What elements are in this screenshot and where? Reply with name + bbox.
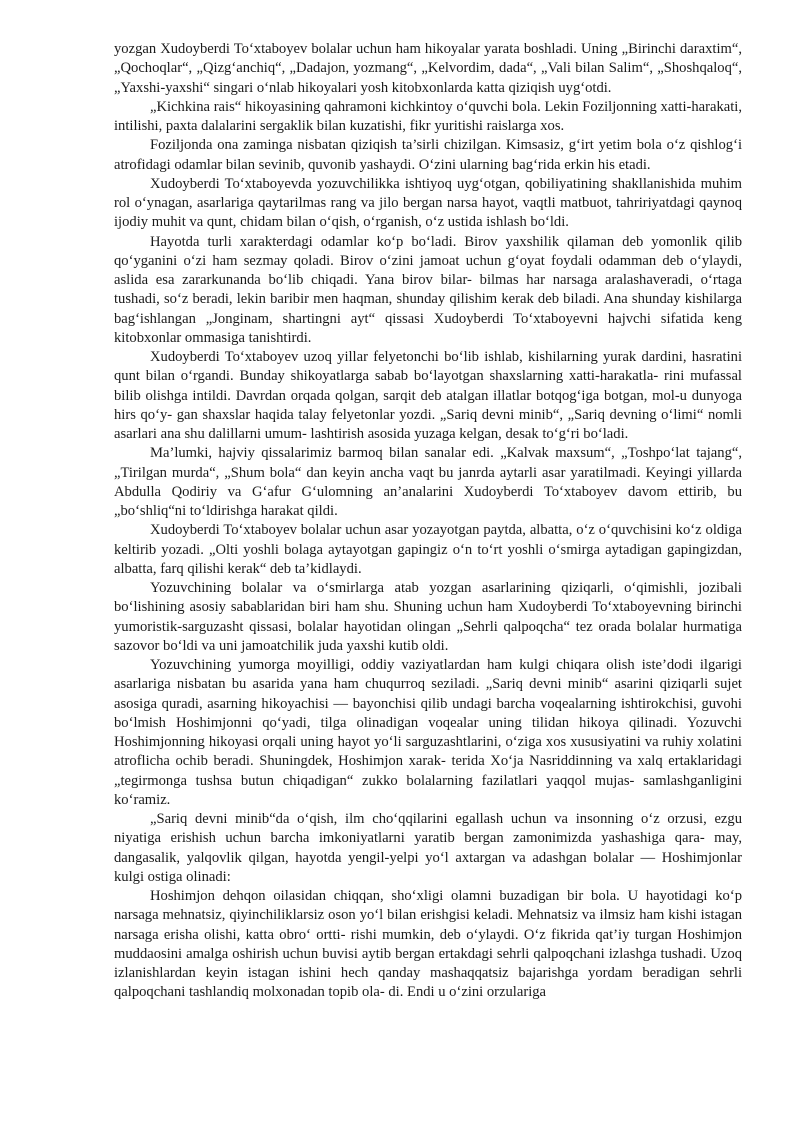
paragraph: Hayotda turli xarakterdagi odamlar ko‘p bo‘ladi. Birov yaxshilik qilaman deb yomonlik qilib qo‘yganini o‘zi ham sezmay qoladi. Birov o‘zini jamoat uchun g‘oyat foydali odamman deb o‘ylaydi, aslida esa zararkunanda bo‘lib chiqadi. Yana birov bilar- bilmas har narsaga aralashaveradi, o‘rtaga tushadi, so‘z beradi, lekin baribir men haqman, shunday qilishim kerak deb biladi. Ana shunday kishilarga bag‘ishlangan „Jonginam, shartingni ayt“ qissasi Xudoyberdi To‘xtaboyevni hajvchi sifatida keng kitobxonlar ommasiga tanishtirdi. <box>114 233 742 346</box>
paragraph: „Sariq devni minib“da o‘qish, ilm cho‘qqilarini egallash uchun va insonning o‘z orzusi, ezgu niyatiga erishish uchun barcha imkoniyatlarni yaratib bergan zamonimizda yashashiga qara- may, dangasalik, yalqovlik qilgan, hayotda yengil-yelpi yo‘l axtargan va adashgan bolalar — Hoshimjonlar kulgi ostiga olinadi: <box>114 811 742 885</box>
paragraph: Hoshimjon dehqon oilasidan chiqqan, sho‘xligi olamni buzadigan bir bola. U hayotidagi ko‘p narsaga mehnatsiz, qiyinchiliklarsiz oson yo‘l bilan erishgisi keladi. Mehnatsiz va ilmsiz ham kishi istagan narsaga erisha olishi, katta obro‘ ortti- rishi mumkin, deb o‘ylaydi. O‘z fikrida qat’iy turgan Hoshimjon muddaosini amalga oshirish uchun buvisi aytib bergan ertakdagi sehrli qalpoqchani izlashga tushadi. Uzoq izlanishlardan keyin istagan ishini hech qanday mashaqqatsiz bajarishga yordam beradigan sehrli qalpoqchani tashlandiq molxonadan topib ola- di. Endi u o‘zini orzulariga <box>114 888 742 1001</box>
paragraph: Yozuvchining bolalar va o‘smirlarga atab yozgan asarlarining qiziqarli, o‘qimishli, jozibali bo‘lishining asosiy sabablaridan biri ham shu. Shuning uchun ham Xudoyberdi To‘xtaboyevning birinchi yumoristik-sarguzasht qissasi, bolalar hayotidan olingan „Sehrli qalpoqcha“ tez orada bolalar hurmatiga sazovor bo‘ldi va uni jamoatchilik juda yaxshi kutib oldi. <box>114 580 742 654</box>
paragraph: „Kichkina rais“ hikoyasining qahramoni kichkintoy o‘quvchi bola. Lekin Foziljonning xatti-harakati, intilishi, paxta dalalarini sergaklik bilan kuzatishi, fikr yuritishi raislarga xos. <box>114 98 742 134</box>
paragraph: yozgan Xudoyberdi To‘xtaboyev bolalar uchun ham hikoyalar yarata boshladi. Uning „Birinchi daraxtim“, „Qochoqlar“, „Qizg‘anchiq“, „Dadajon, yozmang“, „Kelvordim, dada“, „Vali bilan Salim“, „Shoshqaloq“, „Yaxshi-yaxshi“ singari o‘nlab hikoyalari yosh kitobxonlarda katta qiziqish uyg‘otdi. <box>114 41 742 96</box>
paragraph: Yozuvchining yumorga moyilligi, oddiy vaziyatlardan ham kulgi chiqara olish iste’dodi ilgarigi asarlariga nisbatan bu asarida yana ham chuqurroq seziladi. „Sariq devni minib“ asarini qiziqarli sujet asosiga quradi, asarning hikoyachisi — bayonchisi qilib undagi barcha voqealarning ishtirokchisi, guvohi bo‘lmish Hoshimjonni qo‘yadi, tilga olinadigan voqealar uning tilidan hikoya qilinadi. Yozuvchi Hoshimjonning hikoyasi orqali uning hayot yo‘li sarguzashtlarini, o‘ziga xos xususiyatini va ruhiy xolatini atroflicha ochib beradi. Shuningdek, Hoshimjon xarak- terida Xo‘ja Nasriddinning va xalq ertaklaridagi „tegirmonga tushsa butun chiqadigan“ zukko bolalarning fazilatlari yaqqol mujas- samlashganligini ko‘ramiz. <box>114 657 742 808</box>
paragraph: Xudoyberdi To‘xtaboyevda yozuvchilikka ishtiyoq uyg‘otgan, qobiliyatining shakllanishida muhim rol o‘ynagan, asarlariga qaytarilmas rang va jilo bergan narsa hayot, vaqtli matbuot, tahririyatdagi qaynoq ijodiy muhit va qunt, chidam bilan o‘qish, o‘rganish, o‘z ustida ishlash bo‘ldi. <box>114 175 742 231</box>
paragraph: Foziljonda ona zaminga nisbatan qiziqish ta’sirli chizilgan. Kimsasiz, g‘irt yetim bola o‘z qishlog‘i atrofidagi odamlar bilan sevinib, quvonib yashaydi. O‘zini ularning bag‘rida erkin his etadi. <box>114 137 742 173</box>
document-page <box>114 40 742 1003</box>
paragraph: Xudoyberdi To‘xtaboyev bolalar uchun asar yozayotgan paytda, albatta, o‘z o‘quvchisini ko‘z oldiga keltirib yozadi. „Olti yoshli bolaga aytayotgan gapingiz o‘n to‘rt yoshli o‘smirga aytadigan gapingizdan, albatta, farq qilishi kerak“ deb ta’kidlaydi. <box>114 522 742 577</box>
paragraph: Ma’lumki, hajviy qissalarimiz barmoq bilan sanalar edi. „Kalvak maxsum“, „Toshpo‘lat tajang“, „Tirilgan murda“, „Shum bola“ dan keyin ancha vaqt bu janrda aytarli asar yaratilmadi. Keyingi yillarda Abdulla Qodiriy va G‘afur G‘ulomning an’analarini Xudoyberdi To‘xtaboyev davom ettirib, bu „bo‘shliq“ni to‘ldirishga harakat qildi. <box>114 445 742 519</box>
paragraph: Xudoyberdi To‘xtaboyev uzoq yillar felyetonchi bo‘lib ishlab, kishilarning yurak dardini, hasratini qunt bilan o‘rgandi. Bunday shikoyatlarga sabab bo‘layotgan shaxslarning xatti-harakatla- rini mufassal bilib olishga intildi. Davrdan orqada qolgan, sarqit deb atalgan illatlar botqog‘iga botgan, mol-u dunyoga hirs qo‘y- gan shaxslar haqida talay felyetonlar yozdi. „Sariq devni minib“, „Sariq devning o‘limi“ nomli asarlari ana shu dalillarni umum- lashtirish asosida yuzaga kelgan, desak to‘g‘ri bo‘ladi. <box>114 349 742 442</box>
